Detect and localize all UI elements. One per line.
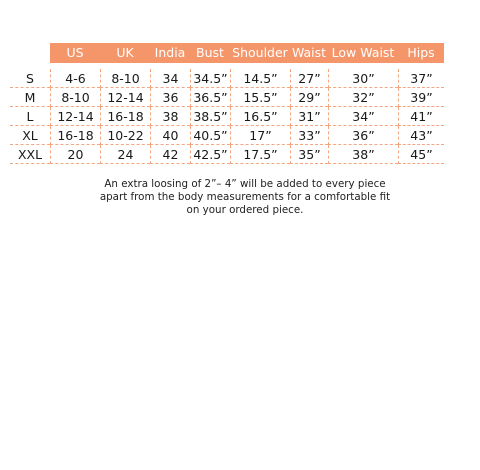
cell-us: 8-10 xyxy=(50,88,100,107)
cell-bust: 40.5” xyxy=(190,126,230,145)
cell-hips: 45” xyxy=(398,145,444,164)
cell-shoulder: 15.5” xyxy=(230,88,290,107)
header-waist: Waist xyxy=(290,43,328,63)
cell-india: 36 xyxy=(150,88,190,107)
size-label: XL xyxy=(10,126,50,145)
size-label: S xyxy=(10,69,50,88)
size-label: XXL xyxy=(10,145,50,164)
cell-bust: 36.5” xyxy=(190,88,230,107)
cell-uk: 10-22 xyxy=(100,126,150,145)
fit-note-line: on your ordered piece. xyxy=(186,204,304,216)
cell-us: 20 xyxy=(50,145,100,164)
header-low-waist: Low Waist xyxy=(328,43,398,63)
table-row xyxy=(10,126,444,145)
cell-waist: 27” xyxy=(290,69,328,88)
header-bust: Bust xyxy=(190,43,230,63)
cell-uk: 8-10 xyxy=(100,69,150,88)
table-row xyxy=(10,69,444,88)
table-row xyxy=(10,145,444,164)
header-india: India xyxy=(150,43,190,63)
fit-note-line: apart from the body measurements for a comfortable fit xyxy=(99,191,391,203)
table-row xyxy=(10,88,444,107)
cell-hips: 41” xyxy=(398,107,444,126)
cell-waist: 31” xyxy=(290,107,328,126)
header-uk: UK xyxy=(100,43,150,63)
cell-low-waist: 32” xyxy=(328,88,398,107)
cell-bust: 38.5” xyxy=(190,107,230,126)
cell-india: 40 xyxy=(150,126,190,145)
cell-us: 16-18 xyxy=(50,126,100,145)
cell-uk: 16-18 xyxy=(100,107,150,126)
header-hips: Hips xyxy=(398,43,444,63)
cell-india: 42 xyxy=(150,145,190,164)
cell-uk: 24 xyxy=(100,145,150,164)
cell-shoulder: 17.5” xyxy=(230,145,290,164)
cell-low-waist: 38” xyxy=(328,145,398,164)
size-label: M xyxy=(10,88,50,107)
cell-waist: 33” xyxy=(290,126,328,145)
cell-waist: 35” xyxy=(290,145,328,164)
header-corner xyxy=(10,43,50,63)
table-row xyxy=(10,107,444,126)
cell-uk: 12-14 xyxy=(100,88,150,107)
cell-low-waist: 34” xyxy=(328,107,398,126)
cell-hips: 39” xyxy=(398,88,444,107)
cell-bust: 42.5” xyxy=(190,145,230,164)
cell-shoulder: 14.5” xyxy=(230,69,290,88)
size-chart-table xyxy=(10,43,444,164)
cell-us: 4-6 xyxy=(50,69,100,88)
size-label: L xyxy=(10,107,50,126)
cell-hips: 37” xyxy=(398,69,444,88)
cell-india: 34 xyxy=(150,69,190,88)
cell-low-waist: 30” xyxy=(328,69,398,88)
cell-hips: 43” xyxy=(398,126,444,145)
fit-note xyxy=(60,178,430,217)
header-shoulder: Shoulder xyxy=(230,43,290,63)
header-row xyxy=(10,43,444,63)
fit-note-line: An extra loosing of 2”– 4” will be added to every piece xyxy=(104,178,386,190)
cell-waist: 29” xyxy=(290,88,328,107)
cell-us: 12-14 xyxy=(50,107,100,126)
cell-india: 38 xyxy=(150,107,190,126)
cell-bust: 34.5” xyxy=(190,69,230,88)
cell-low-waist: 36” xyxy=(328,126,398,145)
cell-shoulder: 16.5” xyxy=(230,107,290,126)
header-us: US xyxy=(50,43,100,63)
cell-shoulder: 17” xyxy=(230,126,290,145)
